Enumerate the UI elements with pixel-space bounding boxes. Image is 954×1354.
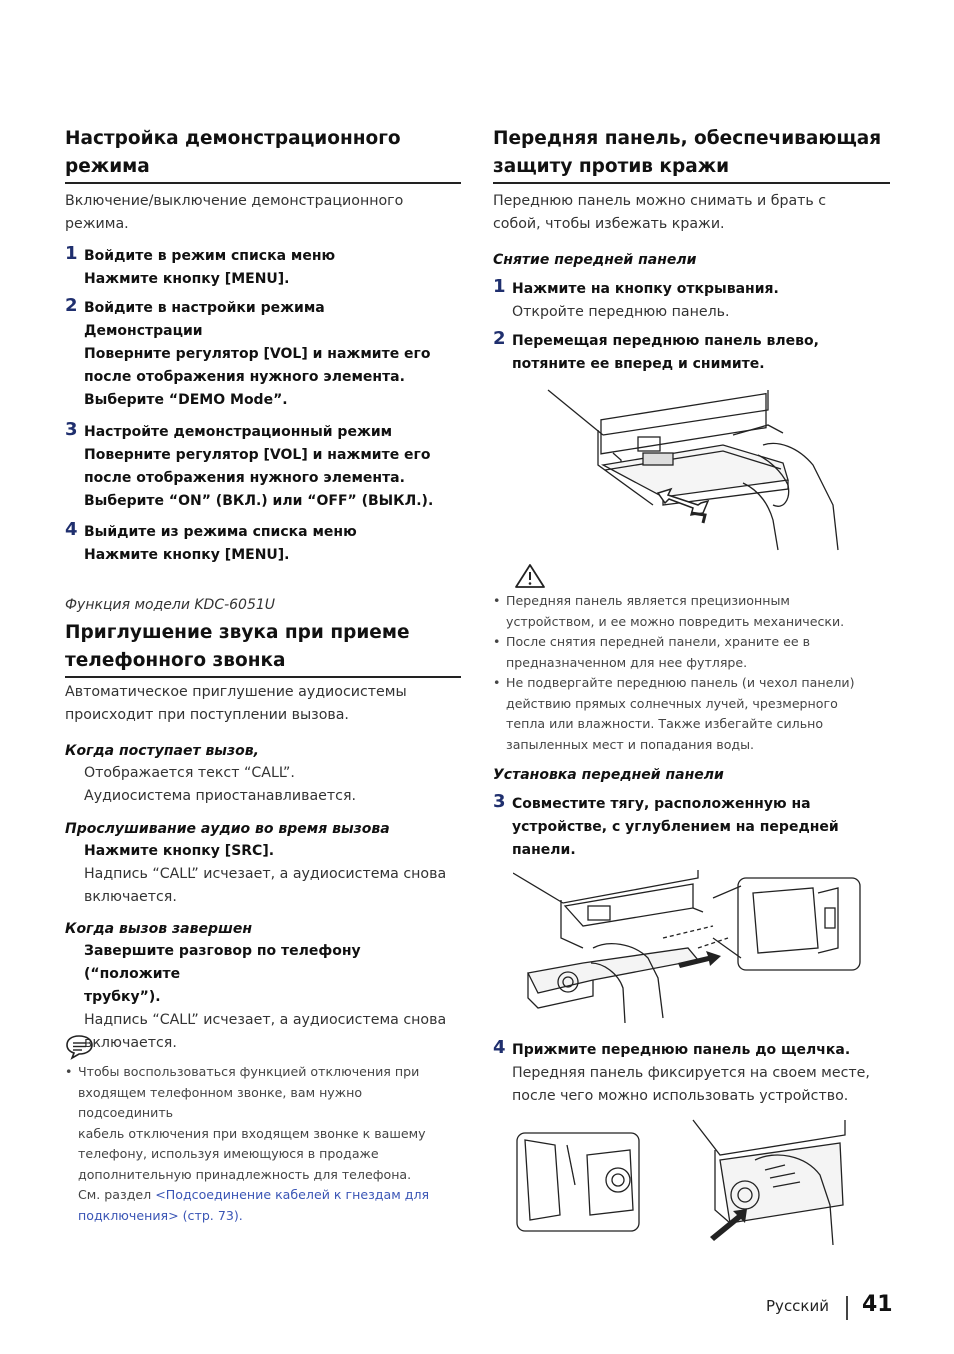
panel-removal-illustration — [543, 385, 843, 555]
panel-press-illustration — [515, 1115, 855, 1250]
note-line: • Чтобы воспользоваться функцией отключения при — [78, 1064, 420, 1079]
ended-line2: включается. — [84, 1035, 177, 1051]
step-bold: Нажмите на кнопку открывания. — [512, 281, 779, 297]
step-number: 2 — [65, 295, 78, 316]
caution-item — [493, 591, 890, 632]
antitheft-section-title — [493, 125, 890, 184]
page-number: 41 — [862, 1292, 893, 1317]
caution-list — [493, 591, 890, 755]
removal-step-2 — [493, 330, 890, 376]
incoming-heading: Когда поступает вызов, — [65, 743, 259, 759]
step-line: Выберите “DEMO Mode”. — [84, 392, 288, 408]
step-line: после отображения нужного элемента. — [84, 369, 405, 385]
antitheft-intro-line1: Переднюю панель можно снимать и брать с — [493, 193, 827, 209]
step-line: Поверните регулятор [VOL] и нажмите его — [84, 447, 431, 463]
incoming-line2: Аудиосистема приостанавливается. — [84, 788, 356, 804]
antitheft-title-line2: защиту против кражи — [493, 156, 730, 177]
step-bold: Перемещая переднюю панель влево, — [512, 333, 819, 349]
ended-heading: Когда вызов завершен — [65, 921, 253, 937]
caution-item — [493, 673, 890, 755]
ended-line1: Надпись “CALL” исчезает, а аудиосистема снова — [84, 1012, 447, 1028]
step-line: Войдите в режим списка меню — [84, 248, 336, 264]
mute-title-line2: телефонного звонка — [65, 650, 286, 671]
step-number: 2 — [493, 328, 506, 349]
caution-line: • Не подвергайте переднюю панель (и чехол панели) — [506, 675, 855, 690]
caution-line: устройством, и ее можно повредить механически. — [506, 613, 845, 629]
step-line: Войдите в настройки режима — [84, 300, 325, 316]
step-number: 3 — [65, 419, 78, 440]
step-line: после отображения нужного элемента. — [84, 470, 405, 486]
panel-install-illustration — [513, 868, 863, 1033]
removal-step-1 — [493, 278, 890, 324]
demo-step-1 — [65, 245, 461, 291]
step-line: Поверните регулятор [VOL] и нажмите его — [84, 346, 431, 362]
step-number: 4 — [493, 1037, 506, 1058]
step-text: Передняя панель фиксируется на своем месте, — [512, 1065, 870, 1081]
ended-action1: Завершите разговор по телефону (“положите — [84, 943, 361, 982]
step-bold: устройстве, с углублением на передней — [512, 819, 839, 835]
mute-note — [65, 1062, 461, 1226]
caution-item — [493, 632, 890, 673]
step-line: Нажмите кнопку [MENU]. — [84, 271, 290, 287]
demo-section-title — [65, 125, 461, 184]
mute-intro-line1: Автоматическое приглушение аудиосистемы — [65, 684, 407, 700]
step-number: 3 — [493, 791, 506, 812]
step-bold: Прижмите переднюю панель до щелчка. — [512, 1042, 851, 1058]
mute-intro — [65, 681, 461, 727]
listen-action: Нажмите кнопку [SRC]. — [84, 843, 275, 859]
antitheft-title-line1: Передняя панель, обеспечивающая — [493, 128, 882, 149]
step-number: 1 — [65, 243, 78, 264]
step-line: Демонстрации — [84, 323, 203, 339]
step-bold: панели. — [512, 842, 576, 858]
mute-title-line1: Приглушение звука при приеме — [65, 622, 410, 643]
note-icon — [65, 1034, 95, 1060]
note-line: кабель отключения при входящем звонке к вашему — [78, 1125, 426, 1141]
ended-action2: трубку”). — [84, 989, 161, 1005]
demo-title-line2: режима — [65, 156, 150, 177]
install-heading: Установка передней панели — [493, 767, 724, 783]
step-line: Настройте демонстрационный режим — [84, 424, 393, 440]
antitheft-intro-line2: собой, чтобы избежать кражи. — [493, 216, 725, 232]
mute-intro-line2: происходит при поступлении вызова. — [65, 707, 349, 723]
step-line: Выйдите из режима списка меню — [84, 524, 357, 540]
demo-intro — [65, 190, 461, 236]
removal-heading: Снятие передней панели — [493, 252, 697, 268]
caution-line: • После снятия передней панели, храните ее в — [506, 634, 811, 649]
listen-line1: Надпись “CALL” исчезает, а аудиосистема снова — [84, 866, 447, 882]
note-line: входящем телефонном звонке, вам нужно подсоединить — [78, 1084, 363, 1120]
demo-intro-line2: режима. — [65, 216, 129, 232]
caution-icon — [513, 562, 547, 590]
caution-line: предназначенном для нее футляре. — [506, 654, 748, 670]
caution-line: тепла или влажности. Также избегайте сильно — [506, 716, 824, 731]
step-text: после чего можно использовать устройство. — [512, 1088, 849, 1104]
incoming-call-block — [65, 740, 461, 808]
demo-step-2 — [65, 297, 461, 412]
caution-line: действию прямых солнечных лучей, чрезмерного — [506, 695, 838, 711]
step-bold: потяните ее вперед и снимите. — [512, 356, 765, 372]
note-line: дополнительную принадлежность для телефона. — [78, 1166, 412, 1182]
listen-heading: Прослушивание аудио во время вызова — [65, 821, 390, 837]
footer-divider — [846, 1296, 848, 1320]
step-bold: Совместите тягу, расположенную на — [512, 796, 811, 812]
install-step-3 — [493, 793, 890, 862]
antitheft-intro — [493, 190, 890, 236]
model-note: Функция модели KDC-6051U — [65, 597, 276, 613]
see-prefix: См. раздел — [78, 1187, 156, 1202]
step-line: Выберите “ON” (ВКЛ.) или “OFF” (ВЫКЛ.). — [84, 493, 434, 509]
demo-title-line1: Настройка демонстрационного — [65, 128, 401, 149]
demo-step-4 — [65, 521, 461, 567]
step-text: Откройте переднюю панель. — [512, 304, 730, 320]
demo-intro-line1: Включение/выключение демонстрационного — [65, 193, 404, 209]
demo-step-3 — [65, 421, 461, 513]
connection-link[interactable]: <Подсоединение кабелей к гнездам для — [155, 1187, 430, 1202]
incoming-line1: Отображается текст “CALL”. — [84, 765, 295, 781]
install-step-4 — [493, 1039, 890, 1108]
call-ended-block — [65, 918, 461, 1055]
listen-call-block — [65, 818, 461, 909]
note-line: телефону, используя имеющуюся в продаже — [78, 1146, 379, 1161]
caution-line: запыленных мест и попадания воды. — [506, 736, 755, 752]
step-line: Нажмите кнопку [MENU]. — [84, 547, 290, 563]
connection-link-cont[interactable]: подключения> (стр. 73). — [78, 1207, 243, 1223]
step-number: 4 — [65, 519, 78, 540]
note-see-line — [78, 1185, 461, 1206]
mute-section-title — [65, 619, 461, 678]
listen-line2: включается. — [84, 889, 177, 905]
caution-line: • Передняя панель является прецизионным — [506, 593, 790, 608]
footer-language: Русский — [766, 1297, 829, 1315]
step-number: 1 — [493, 276, 506, 297]
